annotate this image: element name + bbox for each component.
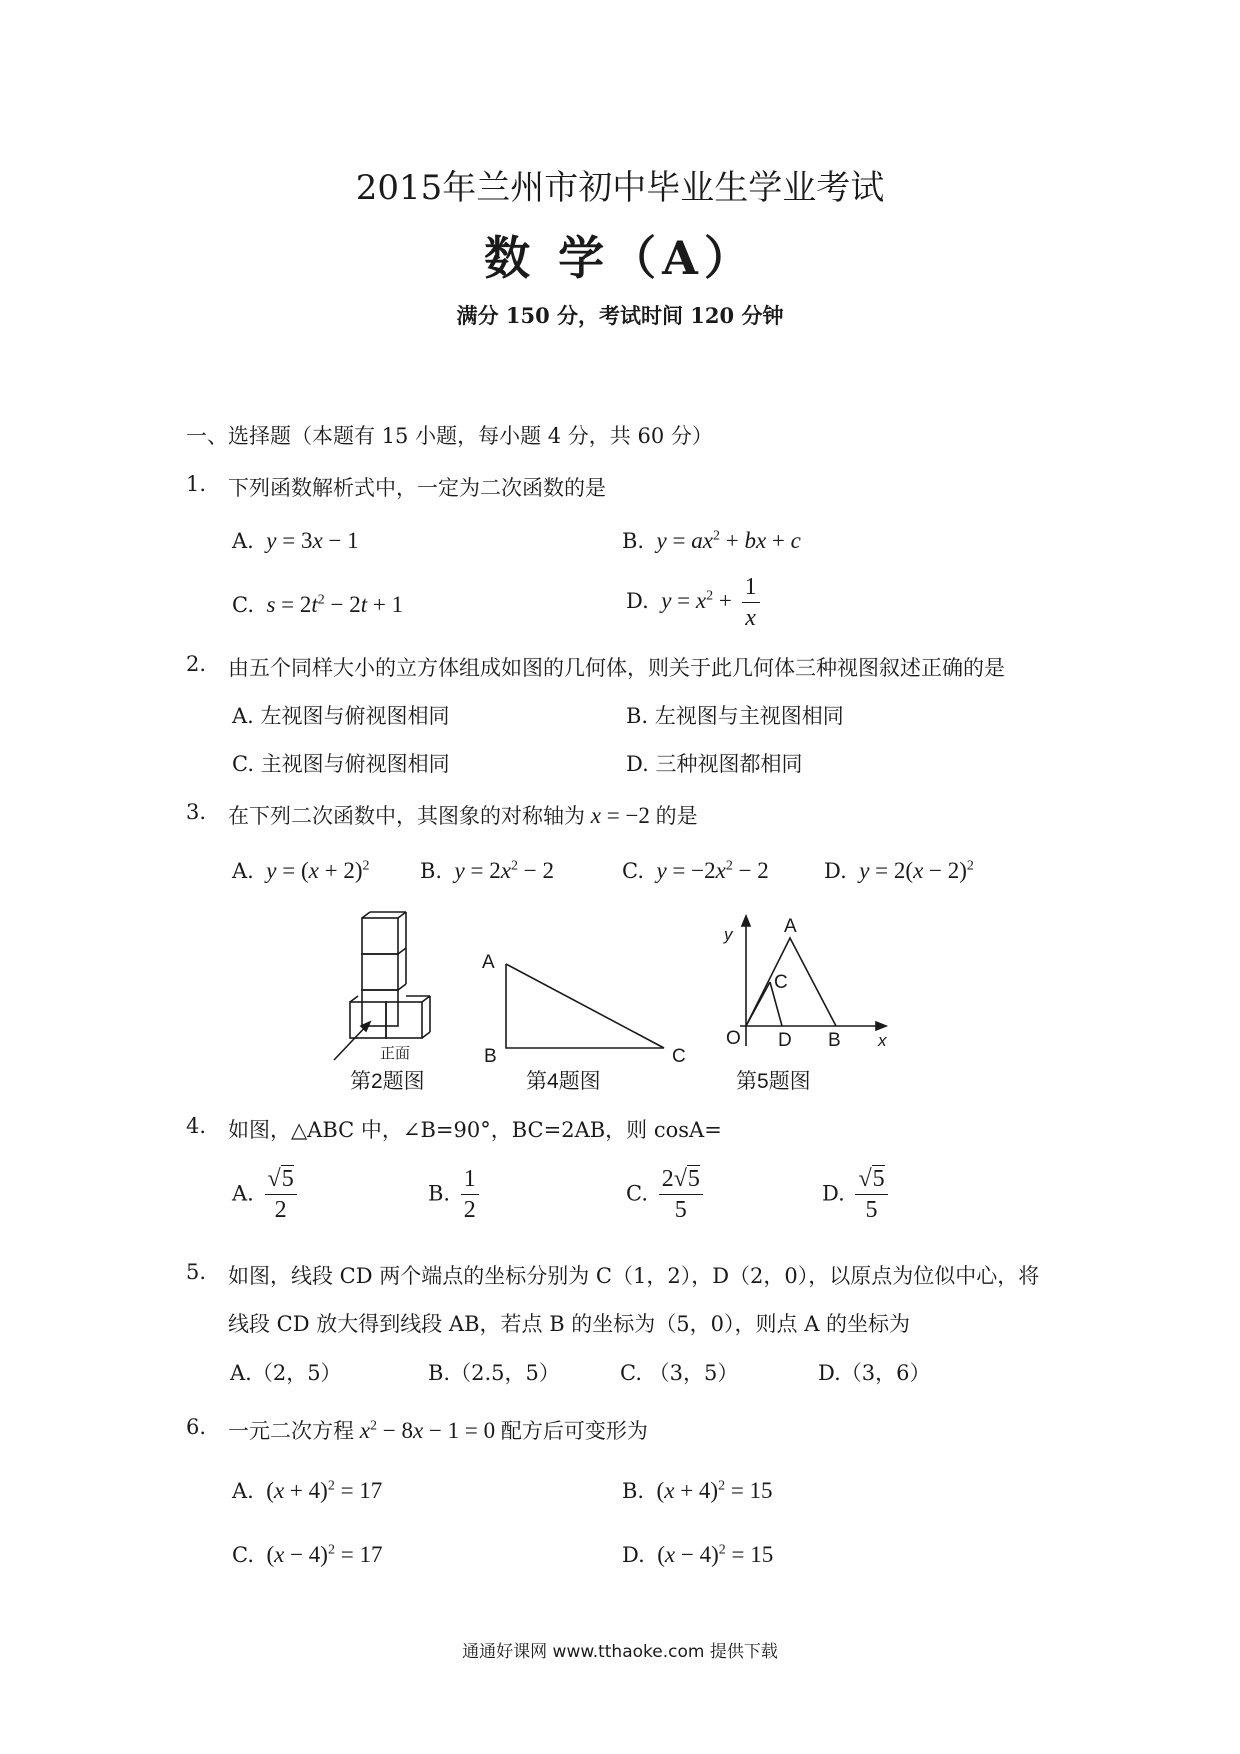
- q1-stem: 下列函数解析式中，一定为二次函数的是: [228, 476, 606, 500]
- q4-c-label: C.: [626, 1181, 648, 1206]
- q6-a-formula: $(x + 4)^2 = 17$: [260, 1478, 383, 1503]
- q4-a-fraction: $\frac{√5}{2}$: [265, 1166, 297, 1224]
- q3-option-b: [420, 858, 554, 884]
- q3-stem-after: 的是: [655, 804, 698, 828]
- q5-option-b: B.（2.5，5）: [428, 1361, 560, 1385]
- q3-option-a: [232, 858, 370, 884]
- q2-stem: 由五个同样大小的立方体组成如图的几何体，则关于此几何体三种视图叙述正确的是: [228, 656, 1005, 680]
- q1-a-formula: y = 3x − 1: [266, 528, 359, 553]
- q2-option-c: C. 主视图与俯视图相同: [232, 752, 450, 776]
- q3-b-formula: $y = 2x^2 - 2$: [454, 858, 554, 883]
- exam-info: 满分 150 分，考试时间 120 分钟: [456, 303, 784, 328]
- q3-d-formula: $y = 2(x - 2)^2$: [859, 858, 974, 883]
- q6-b-label: B.: [622, 1479, 645, 1503]
- fig5-coordinate-figure: [740, 916, 886, 1046]
- q1-b-formula: $y = ax^2$ + bx + c: [656, 528, 801, 553]
- q6-stem-before: 一元二次方程: [228, 1419, 354, 1443]
- q6-d-formula: $(x - 4)^2 = 15$: [651, 1542, 774, 1567]
- subject-title: 数 学（A）: [484, 231, 756, 285]
- q4-number: 4.: [186, 1114, 207, 1138]
- q1-a-label: A.: [232, 529, 254, 553]
- q3-d-label: D.: [824, 859, 847, 883]
- fig4-label-a: A: [482, 952, 495, 973]
- q4-c-fraction: $\frac{2√5}{5}$: [659, 1166, 703, 1224]
- q6-equation: $x^2 - 8x - 1 = 0$: [359, 1418, 501, 1443]
- q6-number: 6.: [186, 1415, 207, 1439]
- q2-option-a: A. 左视图与俯视图相同: [232, 704, 450, 728]
- q6-c-label: C.: [232, 1543, 254, 1567]
- q1-d-formula: $y = x^2$ + $\frac{1}{x}$: [655, 588, 759, 613]
- q4-a-label: A.: [232, 1181, 254, 1206]
- q5-stem-line2: 线段 CD 放大得到线段 AB，若点 B 的坐标为（5，0），则点 A 的坐标为: [228, 1312, 911, 1336]
- fig5-label-a: A: [784, 916, 797, 937]
- q6-a-label: A.: [232, 1479, 254, 1503]
- q5-number: 5.: [186, 1260, 207, 1284]
- q6-c-formula: $(x - 4)^2 = 17$: [260, 1542, 383, 1567]
- q3-option-d: [824, 858, 974, 884]
- fig5-label-c: C: [774, 972, 788, 993]
- q1-d-label: D.: [626, 589, 649, 614]
- figures-row: [330, 910, 950, 1090]
- fig4-label-c: C: [672, 1046, 686, 1067]
- q5-stem-line1: 如图，线段 CD 两个端点的坐标分别为 C（1，2），D（2，0），以原点为位似中心，将: [228, 1264, 1040, 1288]
- page-footer: 通通好课网 www.tthaoke.com 提供下载: [462, 1642, 778, 1662]
- q3-number: 3.: [186, 800, 207, 824]
- q6-option-b: [622, 1478, 773, 1504]
- q1-option-d: [626, 574, 760, 632]
- q3-a-formula: $y = (x + 2)^2$: [266, 858, 370, 883]
- q1-c-label: C.: [232, 593, 254, 617]
- q1-number: 1.: [186, 472, 207, 496]
- fig2-caption: 第2题图: [350, 1070, 425, 1090]
- fig4-label-b: B: [484, 1046, 497, 1067]
- q4-option-d: [822, 1166, 888, 1224]
- q1-option-c: [232, 592, 403, 618]
- q3-a-label: A.: [232, 859, 254, 883]
- q4-b-label: B.: [428, 1181, 451, 1206]
- fig5-y-axis-label: y: [724, 925, 733, 944]
- q6-option-a: [232, 1478, 382, 1504]
- q4-option-c: [626, 1166, 703, 1224]
- q6-stem-after: 配方后可变形为: [500, 1419, 648, 1443]
- q6-option-d: [622, 1542, 773, 1568]
- section-heading: 一、选择题（本题有 15 小题，每小题 4 分，共 60 分）: [186, 424, 713, 448]
- q3-stem-before: 在下列二次函数中，其图象的对称轴为: [228, 804, 585, 828]
- q1-c-formula: $s = 2t^2 - 2t + 1$: [266, 592, 404, 617]
- q4-d-fraction: $\frac{√5}{5}$: [855, 1166, 887, 1224]
- q1-option-b: [622, 528, 801, 554]
- fig4-caption: 第4题图: [526, 1070, 601, 1090]
- q3-axis-formula: x = −2: [590, 803, 656, 828]
- q5-option-a: A.（2，5）: [230, 1361, 342, 1385]
- q4-d-label: D.: [822, 1181, 845, 1206]
- q5-option-c: C. （3，5）: [620, 1361, 739, 1385]
- q6-d-label: D.: [622, 1543, 645, 1567]
- fig5-origin-label: O: [726, 1028, 741, 1049]
- q3-stem: [228, 800, 698, 830]
- q6-b-formula: $(x + 4)^2 = 15$: [650, 1478, 773, 1503]
- q2-option-b: B. 左视图与主视图相同: [626, 704, 844, 728]
- q6-option-c: [232, 1542, 382, 1568]
- q2-option-d: D. 三种视图都相同: [626, 752, 803, 776]
- q4-option-a: [232, 1166, 297, 1224]
- q4-stem: 如图，△ABC 中，∠B=90°，BC=2AB，则 cosA=: [228, 1118, 722, 1142]
- q2-number: 2.: [186, 652, 207, 676]
- q1-option-a: [232, 528, 359, 554]
- q5-option-d: D.（3，6）: [818, 1361, 931, 1385]
- fig5-label-b: B: [828, 1030, 841, 1051]
- fig2-cube-solid: [334, 912, 430, 1060]
- exam-title: 2015年兰州市初中毕业生学业考试: [355, 168, 885, 208]
- q3-c-label: C.: [622, 859, 644, 883]
- q3-option-c: [622, 858, 769, 884]
- fig5-caption: 第5题图: [736, 1070, 811, 1090]
- q6-stem: [228, 1415, 648, 1445]
- q4-b-fraction: $\frac{1}{2}$: [461, 1166, 479, 1224]
- fig5-x-axis-label: x: [878, 1031, 887, 1050]
- q3-b-label: B.: [420, 859, 443, 883]
- q1-b-label: B.: [622, 529, 645, 553]
- q3-c-formula: $y = -2x^2 - 2$: [656, 858, 769, 883]
- fig2-front-label: 正面: [380, 1045, 411, 1062]
- fig5-label-d: D: [778, 1030, 792, 1051]
- fig4-triangle: [506, 964, 664, 1048]
- q4-option-b: [428, 1166, 479, 1224]
